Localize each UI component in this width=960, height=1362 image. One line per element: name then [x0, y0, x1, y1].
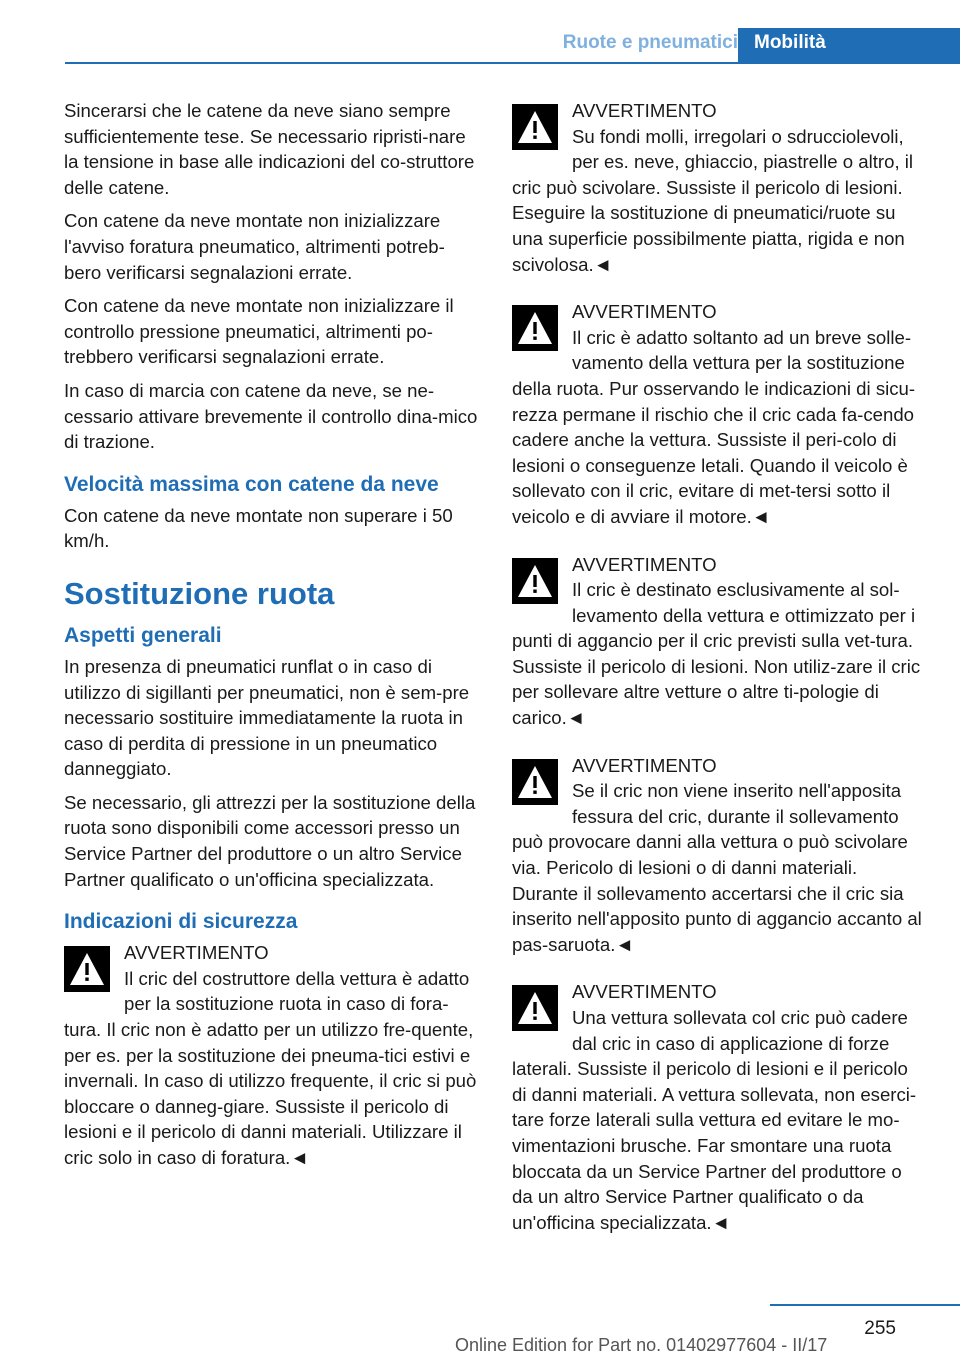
- heading-wheel-change: Sostituzione ruota: [64, 575, 335, 611]
- warning-icon: [512, 759, 558, 805]
- paragraph: Con catene da neve montate non inizializzare il controllo pressione pneumatici, altrimenti po‐trebbero verificarsi segnalazioni errate.: [64, 295, 454, 368]
- warning-text: Su fondi molli, irregolari o sdrucciolevoli, per es. neve, ghiaccio, piastrelle o altro, il cric può scivolare. Sussiste il pericolo di lesioni. Eseguire la sostituzione di pneumatici/ruote su una superficie possibilmente piatta, rigida e non scivolosa.◄: [512, 125, 914, 275]
- chapter-tab: Mobilità: [738, 28, 960, 62]
- paragraph: In presenza di pneumatici runflat o in caso di utilizzo di sigillanti per pneumatici, non è sem‐pre necessario sostituire immediatamente la ruota in caso di perdita di pressione in un pneumatico danneggiato.: [64, 655, 470, 780]
- paragraph: Con catene da neve montate non superare i 50 km/h.: [64, 504, 453, 552]
- page-header: [65, 28, 960, 64]
- warning-icon: [512, 305, 558, 351]
- warning-block: [512, 98, 927, 277]
- warning-title: AVVERTIMENTO: [572, 553, 717, 575]
- warning-title: AVVERTIMENTO: [572, 981, 717, 1003]
- heading-general: Aspetti generali: [64, 623, 222, 647]
- paragraph: Con catene da neve montate non inizializzare l'avviso foratura pneumatico, altrimenti potreb‐bero verificarsi segnalazioni errate.: [64, 210, 445, 283]
- edition-note: Online Edition for Part no. 01402977604 - II/17: [455, 1335, 828, 1355]
- warning-title: AVVERTIMENTO: [572, 754, 717, 776]
- warning-text: Il cric è destinato esclusivamente al sol‐levamento della vettura e ottimizzato per i punti di aggancio per il cric previsti sulla vet‐tura. Sussiste il pericolo di lesioni. Non utiliz‐zare il cric per sollevare altre vetture o altre ti‐pologie di carico.◄: [512, 579, 921, 729]
- warning-text: Una vettura sollevata col cric può cadere dal cric in caso di applicazione di forze laterali. Sussiste il pericolo di lesioni e il pericolo di danni materiali. A vettura sollevata, non eserci‐tare forze laterali sulla vettura ed evitare le mo‐vimentazioni brusche. Far smontare una ruota bloccata da un Service Partner del produttore o da un altro Service Partner qualificato o da un'officina specializzata.◄: [512, 1007, 917, 1233]
- warning-text: Se il cric non viene inserito nell'apposita fessura del cric, durante il sollevamento può provocare danni alla vettura o può scivolare via. Pericolo di lesioni o di danni materiali. Durante il sollevamento accertarsi che il cric sia inserito nell'apposito punto di aggancio accanto al pas‐saruota.◄: [512, 780, 922, 955]
- page-number: 255: [864, 1318, 896, 1339]
- warning-title: AVVERTIMENTO: [124, 942, 269, 964]
- left-column: [64, 98, 478, 1193]
- right-column: [512, 98, 927, 1257]
- warning-text: Il cric è adatto soltanto ad un breve solle‐vamento della vettura per la sostituzione della ruota. Pur osservando le indicazioni di sicu‐rezza permane il rischio che il cric cada fa‐cendo cadere anche la vettura. Sussiste il peri‐colo di lesioni o conseguenze letali. Quando il veicolo è sollevato con il cric, evitare di met‐tersi sotto il veicolo e di avviare il motore.◄: [512, 326, 916, 527]
- section-tab: Ruote e pneumatici: [562, 32, 738, 53]
- paragraph: Sincerarsi che le catene da neve siano sempre sufficientemente tese. Se necessario ripristi‐nare la tensione in base alle indicazioni del co‐struttore delle catene.: [64, 100, 475, 198]
- warning-block: [64, 940, 478, 1170]
- heading-safety: Indicazioni di sicurezza: [64, 910, 298, 934]
- warning-icon: [512, 985, 558, 1031]
- warning-title: AVVERTIMENTO: [572, 301, 717, 323]
- heading-max-speed: Velocità massima con catene da neve: [64, 472, 439, 496]
- warning-block: [512, 299, 927, 529]
- warning-icon: [64, 946, 110, 992]
- warning-block: [512, 979, 927, 1235]
- warning-icon: [512, 558, 558, 604]
- warning-title: AVVERTIMENTO: [572, 100, 717, 121]
- paragraph: In caso di marcia con catene da neve, se ne‐cessario attivare brevemente il controllo dina‐mico di trazione.: [64, 379, 478, 453]
- warning-block: [512, 552, 927, 731]
- warning-icon: [512, 104, 558, 150]
- paragraph: Se necessario, gli attrezzi per la sostituzione della ruota sono disponibili come accessori presso un Service Partner del produttore o un altro Service Partner qualificato o un'officina specializzata.: [64, 791, 476, 890]
- warning-text: Il cric del costruttore della vettura è adatto per la sostituzione ruota in caso di fora‐tura. Il cric non è adatto per un utilizzo fre‐quente, per es. per la sostituzione dei pneuma‐tici estivi e invernali. In caso di utilizzo frequente, il cric si può bloccare o danneg‐giare. Sussiste il pericolo di lesioni e il pericolo di danni materiali. Utilizzare il cric solo in caso di foratura.◄: [64, 967, 477, 1168]
- warning-block: [512, 753, 927, 958]
- footer-divider: [770, 1304, 960, 1306]
